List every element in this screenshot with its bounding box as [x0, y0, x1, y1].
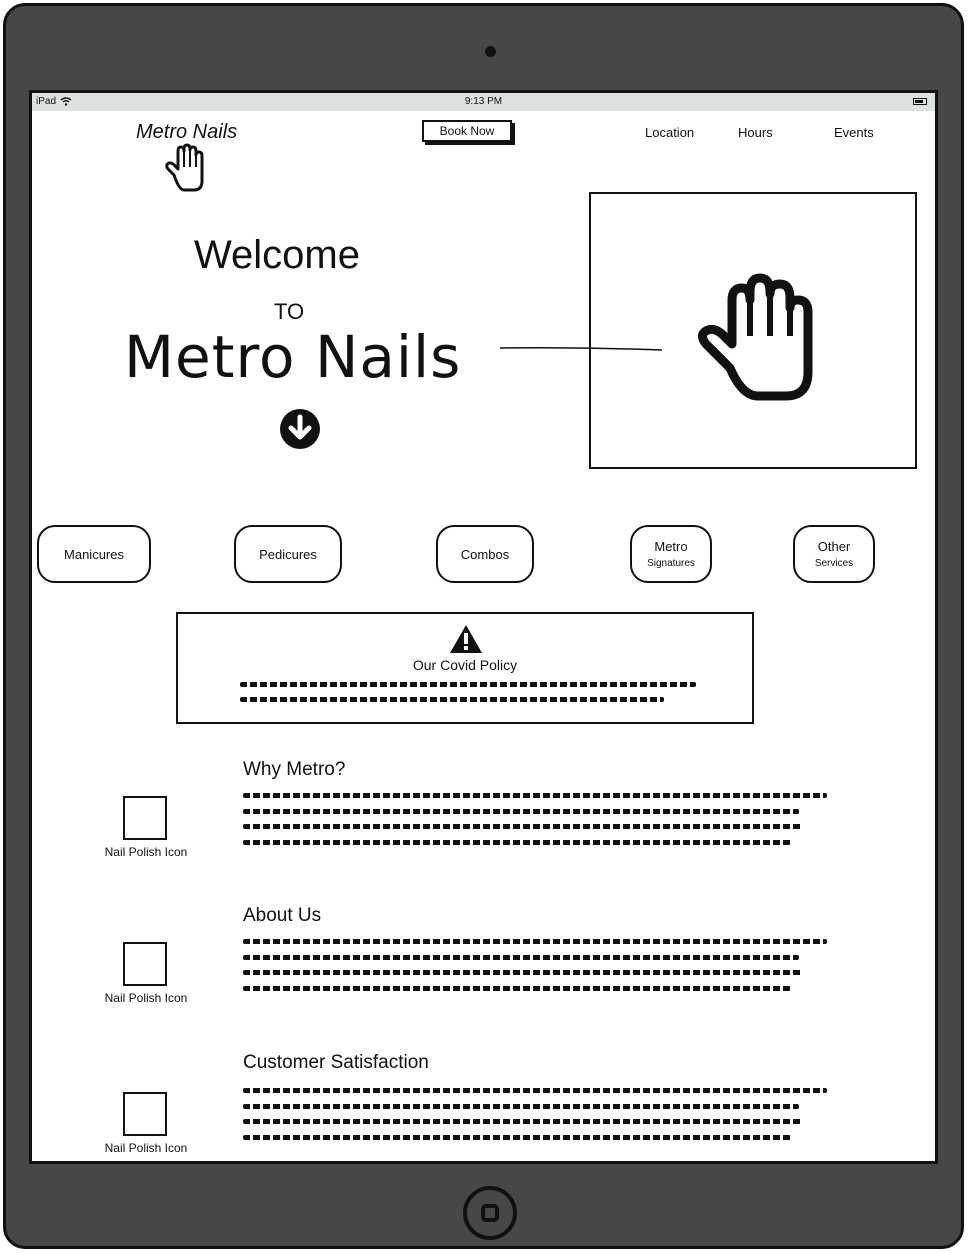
service-combos-button[interactable] — [436, 525, 534, 583]
battery-icon — [913, 98, 927, 105]
placeholder-text-line — [243, 970, 803, 975]
device-label: iPad — [36, 96, 57, 107]
hero-title: Metro Nails — [124, 323, 462, 391]
brand-logo-text[interactable]: Metro Nails — [136, 121, 238, 143]
status-bar — [32, 93, 935, 111]
placeholder-text-line — [243, 939, 827, 944]
home-button-icon — [481, 1204, 499, 1222]
service-label: Combos — [460, 546, 510, 562]
service-sublabel: Services — [814, 558, 854, 569]
status-time: 9:13 PM — [464, 96, 503, 107]
nail-polish-icon-label: Nail Polish Icon — [104, 1141, 188, 1155]
service-pedicures-button[interactable] — [234, 525, 342, 583]
nail-polish-icon-label: Nail Polish Icon — [104, 991, 188, 1005]
nav-location[interactable]: Location — [645, 125, 695, 140]
placeholder-text-line — [243, 793, 827, 798]
hand-image-icon — [696, 272, 820, 406]
camera-dot — [485, 46, 496, 57]
covid-policy-title: Our Covid Policy — [412, 657, 518, 673]
service-label: Pedicures — [259, 546, 317, 562]
placeholder-text-line — [240, 697, 664, 702]
nail-polish-icon-label: Nail Polish Icon — [104, 845, 188, 859]
section-title-customer-satisfaction: Customer Satisfaction — [243, 1052, 429, 1073]
placeholder-text-line — [243, 809, 799, 814]
covid-policy-box[interactable] — [176, 612, 754, 724]
placeholder-text-line — [243, 986, 791, 991]
arrow-down-circle-icon[interactable] — [279, 408, 321, 450]
book-now-button[interactable]: Book Now — [422, 120, 512, 142]
placeholder-text-line — [243, 1088, 827, 1093]
hero-image-placeholder — [589, 192, 917, 469]
placeholder-text-line — [243, 824, 803, 829]
hero-to: TO — [274, 299, 305, 324]
nail-polish-icon — [123, 796, 167, 840]
placeholder-text-line — [243, 1119, 803, 1124]
service-label: Metro — [654, 539, 688, 554]
service-metro-signatures-button[interactable] — [630, 525, 712, 583]
service-sublabel: Signatures — [647, 558, 695, 569]
service-manicures-button[interactable] — [37, 525, 151, 583]
placeholder-text-line — [240, 682, 696, 687]
screen — [29, 90, 938, 1164]
home-button[interactable] — [463, 1186, 517, 1240]
placeholder-text-line — [243, 1104, 799, 1109]
placeholder-text-line — [243, 840, 791, 845]
nail-polish-icon — [123, 1092, 167, 1136]
hand-logo-icon — [164, 143, 214, 195]
nav-hours[interactable]: Hours — [738, 125, 773, 140]
nav-events[interactable]: Events — [834, 125, 874, 140]
nail-polish-icon — [123, 942, 167, 986]
service-other-services-button[interactable] — [793, 525, 875, 583]
section-title-about-us: About Us — [243, 905, 322, 926]
section-title-why-metro: Why Metro? — [243, 759, 346, 780]
placeholder-text-line — [243, 1135, 791, 1140]
hero-welcome: Welcome — [194, 233, 360, 277]
service-label: Other — [817, 539, 851, 554]
placeholder-text-line — [243, 955, 799, 960]
warning-icon — [449, 624, 483, 654]
service-label: Manicures — [64, 546, 124, 562]
